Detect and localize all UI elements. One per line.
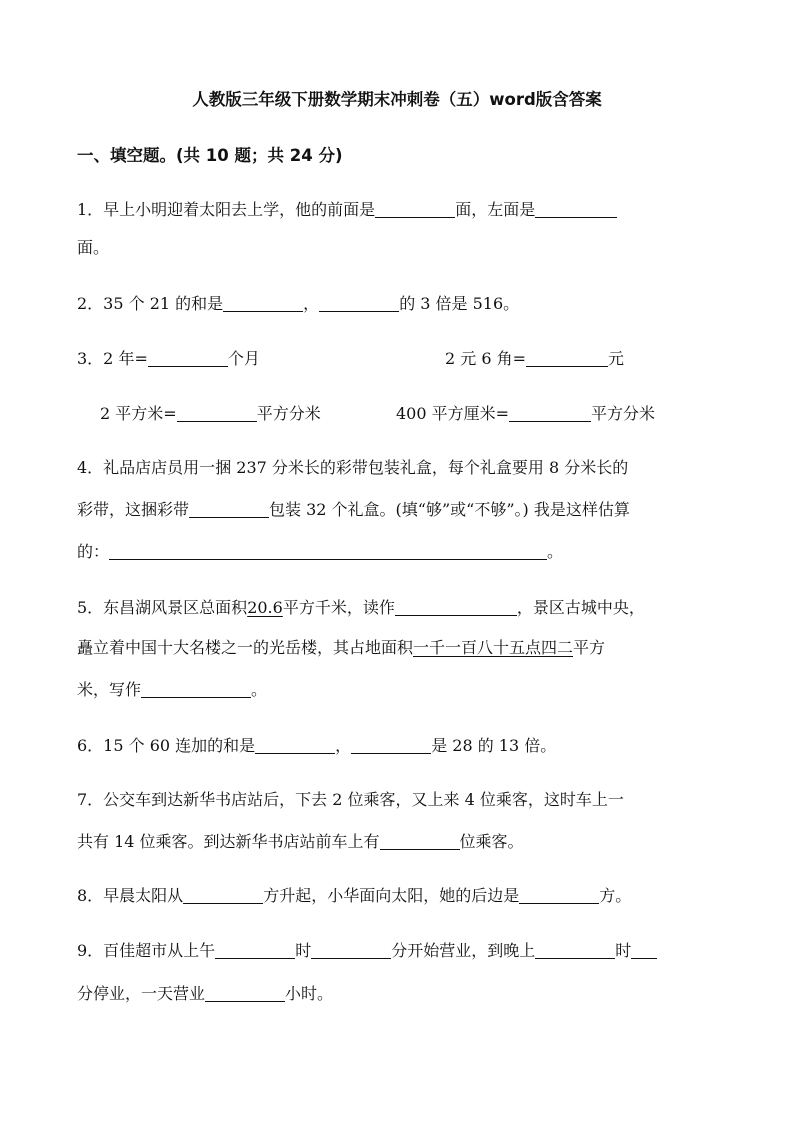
question-7-line-1: 7．公交车到达新华书店站后，下去 2 位乘客，又上来 4 位乘客，这时车上一: [77, 790, 624, 809]
answer-blank[interactable]: [395, 599, 517, 616]
question-5-line-1: 5．东昌湖风景区总面积20.6平方千米，读作 ，景区古城中央，: [77, 598, 645, 617]
answer-blank[interactable]: [148, 350, 228, 367]
answer-blank[interactable]: [509, 405, 591, 422]
answer-blank[interactable]: [255, 737, 335, 754]
answer-blank[interactable]: [141, 681, 251, 698]
question-3-line-1: 3．2 年= 个月: [77, 349, 260, 368]
question-1-line-1: 1．早上小明迎着太阳去上学，他的前面是 面，左面是: [77, 200, 617, 220]
answer-blank[interactable]: [189, 501, 269, 518]
question-6: 6．15 个 60 连加的和是 ， 是 28 的 13 倍。: [77, 736, 557, 755]
answer-blank[interactable]: [375, 201, 455, 218]
question-3-item-2: 2 元 6 角= 元: [445, 349, 625, 368]
answer-blank[interactable]: [109, 543, 547, 560]
answer-blank[interactable]: [535, 942, 615, 959]
section-heading: 一、填空题。(共 10 题；共 24 分): [77, 146, 343, 165]
answer-blank[interactable]: [311, 942, 391, 959]
answer-blank[interactable]: [183, 887, 263, 904]
answer-blank[interactable]: [535, 201, 617, 218]
answer-blank[interactable]: [519, 887, 599, 904]
answer-blank[interactable]: [380, 833, 460, 850]
question-4-line-1: 4．礼品店店员用一捆 237 分米长的彩带包装礼盒，每个礼盒要用 8 分米长的: [77, 458, 629, 477]
question-8: 8．早晨太阳从 方升起，小华面向太阳，她的后边是 方。: [77, 886, 632, 905]
answer-blank[interactable]: [526, 350, 608, 367]
question-3-item-4: 400 平方厘米= 平方分米: [396, 404, 656, 423]
question-1-line-2: 面。: [77, 238, 110, 257]
question-9-line-2: 分停业，一天营业 小时。: [77, 984, 334, 1003]
document-title: 人教版三年级下册数学期末冲刺卷（五）word版含答案: [192, 90, 602, 109]
question-4-line-2: 彩带，这捆彩带 包装 32 个礼盒。(填“够”或“不够”。) 我是这样估算: [77, 500, 630, 519]
question-7-line-2: 共有 14 位乘客。到达新华书店站前车上有 位乘客。: [77, 832, 524, 851]
answer-blank[interactable]: [205, 985, 285, 1002]
question-4-line-3: 的： 。: [77, 542, 564, 561]
answer-blank[interactable]: [223, 295, 303, 312]
question-5-line-2: 矗立着中国十大名楼之一的光岳楼，其占地面积一千一百八十五点四二平方: [77, 638, 606, 657]
question-5-line-3: 米，写作 。: [77, 680, 268, 699]
answer-blank[interactable]: [319, 295, 399, 312]
answer-blank[interactable]: [351, 737, 431, 754]
answer-blank[interactable]: [215, 942, 295, 959]
question-2: 2．35 个 21 的和是 ， 的 3 倍是 516。: [77, 294, 520, 313]
question-9-line-1: 9．百佳超市从上午 时 分开始营业，到晚上 时: [77, 941, 657, 961]
answer-blank[interactable]: [177, 405, 257, 422]
answer-blank[interactable]: [631, 942, 657, 959]
question-3-line-2: 2 平方米= 平方分米: [100, 404, 321, 423]
